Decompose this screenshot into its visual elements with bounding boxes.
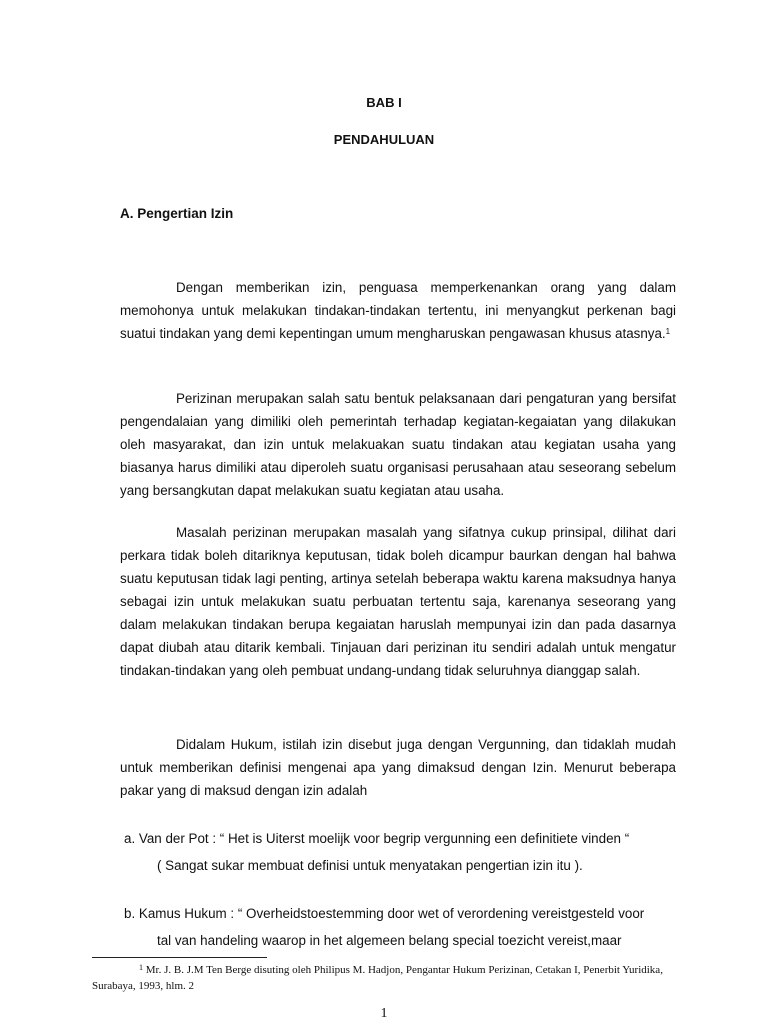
footnote: [92, 962, 676, 994]
footnote-reference: 1: [665, 327, 671, 336]
paragraph-2: Perizinan merupakan salah satu bentuk pelaksanaan dari pengaturan yang bersifat pengendalaian yang dimiliki oleh pemerintah terhadap kegiatan-kegaiatan yang dilakukan oleh masyarakat, dan izin untuk melakuakan suatu tindakan atau kegiatan usaha yang biasanya harus dimiliki atau diperoleh suatu organisasi perusahaan atau seseorang sebelum yang bersangkutan dapat melakukan suatu kegiatan atau usaha.: [120, 391, 676, 498]
list-item-a: [124, 825, 676, 879]
paragraph-1-text: Dengan memberikan izin, penguasa memperkenankan orang yang dalam memohonya untuk melakukan tindakan-tindakan tertentu, ini menyangkut perkenan bagi suatui tindakan yang demi kepentingan umum mengharuskan pengawasan khusus atasnya.: [120, 280, 676, 341]
list-marker: b.: [124, 906, 136, 921]
list-item-b: [124, 900, 676, 954]
footnote-number: 1: [139, 963, 143, 972]
paragraph-4: Didalam Hukum, istilah izin disebut juga dengan Vergunning, dan tidaklah mudah untuk memberikan definisi mengenai apa yang dimaksud dengan Izin. Menurut beberapa pakar yang di maksud dengan izin adalah: [120, 737, 676, 798]
list-item-text: Van der Pot : “ Het is Uiterst moelijk voor begrip vergunning een definitiete vinden “: [138, 831, 630, 846]
footnote-text: Mr. J. B. J.M Ten Berge disuting oleh Philipus M. Hadjon, Pengantar Hukum Perizinan, Cetakan I, Penerbit Yuridika, Surabaya, 1993, hlm. 2: [92, 964, 663, 992]
list-item-continuation: tal van handeling waarop in het algemeen belang special toezicht vereist,maar: [157, 933, 622, 948]
section-heading: A. Pengertian Izin: [120, 206, 234, 221]
page-number: 1: [380, 1006, 388, 1021]
chapter-title: PENDAHULUAN: [333, 132, 435, 147]
footnote-divider: [92, 957, 267, 958]
chapter-number: BAB I: [366, 95, 402, 110]
paragraph-1: [120, 276, 676, 345]
list-item-text: Kamus Hukum : “ Overheidstoestemming door wet of verordening vereistgesteld voor: [138, 906, 645, 921]
list-item-continuation: ( Sangat sukar membuat definisi untuk menyatakan pengertian izin itu ).: [157, 858, 583, 873]
list-marker: a.: [124, 831, 136, 846]
paragraph-3: Masalah perizinan merupakan masalah yang sifatnya cukup prinsipal, dilihat dari perkara tidak boleh ditariknya keputusan, tidak boleh dicampur baurkan dengan hal bahwa suatu keputusan tidak lagi penting, artinya setelah beberapa waktu karena maksudnya hanya sebagai izin untuk melakukan suatu perbuatan tertentu saja, karenanya seseorang yang dalam melakukan tindakan berupa kegaiatan haruslah mempunyai izin dan pada dasarnya dapat diubah atau ditarik kembali. Tinjauan dari perizinan itu sendiri adalah untuk mengatur tindakan-tindakan yang oleh pembuat undang-undang tidak seluruhnya dianggap salah.: [120, 525, 676, 678]
